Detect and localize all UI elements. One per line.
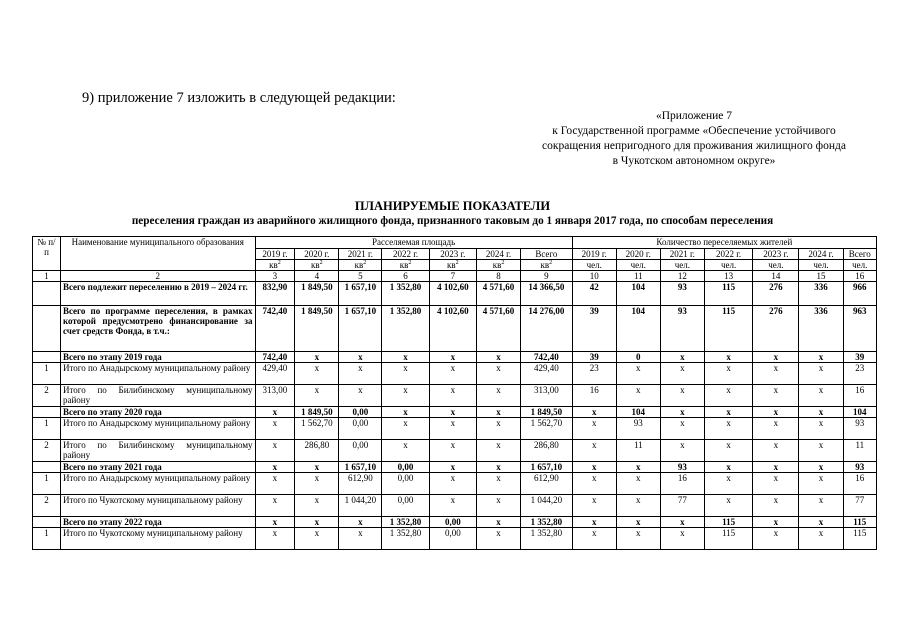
unit-superscript: 2 — [501, 260, 505, 266]
row-num — [33, 352, 61, 363]
row-value: 115 — [843, 517, 876, 528]
row-value: 77 — [843, 495, 876, 517]
row-value: x — [339, 385, 382, 407]
row-value: x — [476, 418, 520, 440]
row-value: x — [382, 418, 429, 440]
row-value: 4 102,60 — [429, 282, 476, 306]
row-name: Всего подлежит переселению в 2019 – 2024 гг. — [60, 282, 255, 306]
row-value: 1 657,10 — [339, 282, 382, 306]
appendix-line: «Приложение 7 — [655, 110, 733, 122]
row-value: x — [429, 363, 476, 385]
unit-superscript: 2 — [319, 260, 323, 266]
row-value: 104 — [843, 407, 876, 418]
header-unit-area: $кв^2$ — [476, 260, 520, 271]
row-value: 336 — [799, 306, 843, 352]
appendix-line: в Чукотском автономном округе» — [612, 155, 776, 167]
row-value: 429,40 — [521, 363, 573, 385]
header-year: 2020 г. — [295, 249, 339, 260]
row-value: x — [704, 352, 752, 363]
row-value: 0,00 — [382, 495, 429, 517]
row-value: x — [616, 363, 660, 385]
row-value: 93 — [843, 462, 876, 473]
unit-superscript: 2 — [549, 260, 553, 266]
row-value: 42 — [572, 282, 616, 306]
row-num: 2 — [33, 495, 61, 517]
row-value: x — [476, 528, 520, 550]
header-year: 2021 г. — [660, 249, 704, 260]
row-num: 1 — [33, 528, 61, 550]
row-value: x — [799, 517, 843, 528]
indicators-table — [32, 236, 877, 550]
header-people-group: Количество переселяемых жителей — [572, 237, 876, 249]
row-value: x — [660, 528, 704, 550]
row-value: x — [572, 528, 616, 550]
row-value: x — [339, 528, 382, 550]
row-value: x — [799, 363, 843, 385]
row-value: x — [753, 385, 799, 407]
row-value: 1 657,10 — [339, 462, 382, 473]
row-value: x — [616, 473, 660, 495]
unit-superscript: 2 — [363, 260, 367, 266]
table-row — [33, 306, 877, 352]
row-value: 0,00 — [382, 473, 429, 495]
table-row — [33, 352, 877, 363]
row-value: x — [660, 517, 704, 528]
header-column-numbers — [33, 271, 877, 282]
row-value: 39 — [572, 306, 616, 352]
table-row — [33, 462, 877, 473]
row-value: x — [295, 385, 339, 407]
row-value: 1 352,80 — [382, 282, 429, 306]
row-value: x — [799, 352, 843, 363]
header-unit-area: $кв^2$ — [521, 260, 573, 271]
header-unit-people: чел. — [799, 260, 843, 271]
row-value: x — [382, 363, 429, 385]
row-value: 963 — [843, 306, 876, 352]
row-value: 14 276,00 — [521, 306, 573, 352]
row-value: 16 — [843, 385, 876, 407]
column-number: 10 — [572, 271, 616, 282]
row-num — [33, 407, 61, 418]
column-number: 15 — [799, 271, 843, 282]
row-value: 612,90 — [339, 473, 382, 495]
intro-text: 9) приложение 7 изложить в следующей редакции: — [82, 90, 396, 106]
row-value: 286,80 — [521, 440, 573, 462]
row-value: x — [704, 363, 752, 385]
row-value: x — [799, 385, 843, 407]
row-value: x — [476, 473, 520, 495]
row-value: x — [255, 440, 295, 462]
row-value: x — [429, 407, 476, 418]
row-value: 313,00 — [521, 385, 573, 407]
row-value: x — [429, 440, 476, 462]
row-name: Итого по Чукотскому муниципальному району — [60, 495, 255, 517]
row-value: 16 — [572, 385, 616, 407]
row-value: 93 — [616, 418, 660, 440]
row-num: 2 — [33, 385, 61, 407]
row-value: x — [753, 528, 799, 550]
header-year: 2023 г. — [429, 249, 476, 260]
row-value: 1 044,20 — [521, 495, 573, 517]
row-value: x — [753, 473, 799, 495]
row-value: 336 — [799, 282, 843, 306]
row-value: x — [429, 418, 476, 440]
column-number: 2 — [60, 271, 255, 282]
header-year: 2020 г. — [616, 249, 660, 260]
table-subtitle: переселения граждан из аварийного жилищного фонда, признанного таковым до 1 января 2017 года, по способам переселения — [131, 215, 774, 227]
row-value: x — [295, 528, 339, 550]
row-value: 0,00 — [339, 440, 382, 462]
row-value: 0,00 — [339, 418, 382, 440]
row-value: x — [476, 462, 520, 473]
row-name: Всего по этапу 2022 года — [60, 517, 255, 528]
row-name: Итого по Анадырскому муниципальному району — [60, 418, 255, 440]
row-value: x — [339, 352, 382, 363]
row-value: 1 562,70 — [521, 418, 573, 440]
row-value: x — [339, 517, 382, 528]
row-value: 286,80 — [295, 440, 339, 462]
row-value: 742,40 — [255, 352, 295, 363]
row-value: x — [616, 385, 660, 407]
row-value: 1 849,50 — [295, 282, 339, 306]
row-value: 16 — [660, 473, 704, 495]
row-num: 1 — [33, 418, 61, 440]
row-value: 832,90 — [255, 282, 295, 306]
row-name: Итого по Билибинскому муниципальному району — [60, 385, 255, 407]
row-value: x — [255, 418, 295, 440]
table-row — [33, 282, 877, 306]
row-value: x — [660, 440, 704, 462]
row-value: 1 849,50 — [295, 407, 339, 418]
row-value: x — [255, 462, 295, 473]
unit-superscript: 2 — [277, 260, 281, 266]
header-total: Всего — [843, 249, 876, 260]
header-unit-area: $кв^2$ — [295, 260, 339, 271]
column-number: 5 — [339, 271, 382, 282]
row-name: Итого по Анадырскому муниципальному району — [60, 473, 255, 495]
row-value: 93 — [660, 306, 704, 352]
row-value: x — [295, 473, 339, 495]
row-value: 11 — [843, 440, 876, 462]
column-number: 4 — [295, 271, 339, 282]
appendix-line: к Государственной программе «Обеспечение устойчивого — [552, 125, 836, 137]
row-value: x — [753, 352, 799, 363]
row-num — [33, 306, 61, 352]
row-value: 0,00 — [382, 462, 429, 473]
row-value: x — [572, 418, 616, 440]
row-value: 23 — [843, 363, 876, 385]
row-value: x — [429, 352, 476, 363]
row-value: x — [660, 352, 704, 363]
row-value: 966 — [843, 282, 876, 306]
row-value: 1 657,10 — [521, 462, 573, 473]
header-unit-area: $кв^2$ — [382, 260, 429, 271]
row-value: 4 571,60 — [476, 282, 520, 306]
row-value: x — [572, 462, 616, 473]
row-value: x — [660, 418, 704, 440]
row-value: x — [429, 385, 476, 407]
row-value: x — [660, 407, 704, 418]
header-unit-people: чел. — [753, 260, 799, 271]
row-value: 1 562,70 — [295, 418, 339, 440]
row-value: x — [572, 407, 616, 418]
row-value: 93 — [660, 282, 704, 306]
row-value: x — [753, 363, 799, 385]
row-value: 276 — [753, 282, 799, 306]
row-value: x — [616, 495, 660, 517]
row-name: Всего по этапу 2020 года — [60, 407, 255, 418]
row-num — [33, 462, 61, 473]
row-value: x — [339, 363, 382, 385]
row-value: x — [799, 528, 843, 550]
header-unit-area: $кв^2$ — [339, 260, 382, 271]
row-value: 104 — [616, 306, 660, 352]
row-value: 77 — [660, 495, 704, 517]
row-value: x — [476, 352, 520, 363]
row-value: x — [753, 517, 799, 528]
row-value: x — [295, 495, 339, 517]
header-year: 2024 г. — [799, 249, 843, 260]
row-value: x — [429, 495, 476, 517]
table-row — [33, 528, 877, 550]
row-num: 2 — [33, 440, 61, 462]
row-value: x — [429, 462, 476, 473]
table-title: ПЛАНИРУЕМЫЕ ПОКАЗАТЕЛИ — [354, 199, 551, 213]
row-value: x — [753, 440, 799, 462]
row-value: 23 — [572, 363, 616, 385]
row-value: x — [255, 528, 295, 550]
row-name: Всего по этапу 2019 года — [60, 352, 255, 363]
table-row — [33, 418, 877, 440]
row-value: x — [704, 462, 752, 473]
row-value: 11 — [616, 440, 660, 462]
row-value: x — [799, 440, 843, 462]
row-value: 0,00 — [429, 517, 476, 528]
row-value: 1 657,10 — [339, 306, 382, 352]
row-value: 1 352,80 — [521, 528, 573, 550]
column-number: 11 — [616, 271, 660, 282]
row-value: x — [382, 407, 429, 418]
row-value: x — [704, 418, 752, 440]
header-area-group: Расселяемая площадь — [255, 237, 572, 249]
column-number: 7 — [429, 271, 476, 282]
unit-superscript: 2 — [455, 260, 459, 266]
row-value: 1 352,80 — [382, 517, 429, 528]
appendix-block — [505, 109, 883, 169]
header-total: Всего — [521, 249, 573, 260]
header-year: 2022 г. — [704, 249, 752, 260]
row-value: x — [660, 363, 704, 385]
row-value: 742,40 — [255, 306, 295, 352]
row-value: 39 — [843, 352, 876, 363]
row-value: x — [753, 495, 799, 517]
row-value: x — [799, 407, 843, 418]
header-year: 2019 г. — [255, 249, 295, 260]
table-row — [33, 363, 877, 385]
row-value: x — [753, 462, 799, 473]
header-year: 2021 г. — [339, 249, 382, 260]
row-value: x — [799, 462, 843, 473]
column-number: 13 — [704, 271, 752, 282]
row-value: 0,00 — [339, 407, 382, 418]
row-value: x — [295, 462, 339, 473]
row-value: 115 — [843, 528, 876, 550]
row-value: 14 366,50 — [521, 282, 573, 306]
row-value: x — [476, 517, 520, 528]
row-name: Всего по программе переселения, в рамках которой предусмотрено финансирование за счет средств Фонда, в т.ч.: — [60, 306, 255, 352]
row-value: x — [255, 407, 295, 418]
row-value: 0,00 — [429, 528, 476, 550]
row-value: x — [616, 462, 660, 473]
row-value: 115 — [704, 306, 752, 352]
row-value: 104 — [616, 407, 660, 418]
row-value: x — [476, 407, 520, 418]
row-value: x — [476, 440, 520, 462]
row-name: Всего по этапу 2021 года — [60, 462, 255, 473]
header-unit-people: чел. — [843, 260, 876, 271]
column-number: 1 — [33, 271, 61, 282]
row-value: 1 044,20 — [339, 495, 382, 517]
row-value: x — [799, 473, 843, 495]
row-value: x — [753, 407, 799, 418]
row-num: 1 — [33, 473, 61, 495]
row-value: 104 — [616, 282, 660, 306]
header-unit-people: чел. — [704, 260, 752, 271]
header-unit-area: $кв^2$ — [429, 260, 476, 271]
table-row — [33, 385, 877, 407]
row-value: 16 — [843, 473, 876, 495]
row-value: x — [660, 385, 704, 407]
row-value: x — [295, 363, 339, 385]
row-value: 1 352,80 — [382, 306, 429, 352]
row-value: x — [799, 418, 843, 440]
row-value: 313,00 — [255, 385, 295, 407]
row-value: x — [382, 385, 429, 407]
column-number: 16 — [843, 271, 876, 282]
row-value: 1 352,80 — [382, 528, 429, 550]
table-row — [33, 517, 877, 528]
row-value: x — [295, 517, 339, 528]
row-value: x — [255, 517, 295, 528]
header-year: 2023 г. — [753, 249, 799, 260]
column-number: 12 — [660, 271, 704, 282]
row-value: x — [255, 495, 295, 517]
row-value: x — [382, 440, 429, 462]
row-value: x — [255, 473, 295, 495]
row-value: x — [295, 352, 339, 363]
row-value: x — [616, 528, 660, 550]
row-value: x — [382, 352, 429, 363]
row-name: Итого по Билибинскому муниципальному району — [60, 440, 255, 462]
row-value: x — [704, 440, 752, 462]
row-num — [33, 517, 61, 528]
header-unit-area: $кв^2$ — [255, 260, 295, 271]
row-value: x — [476, 363, 520, 385]
row-value: x — [429, 473, 476, 495]
row-value: x — [704, 407, 752, 418]
row-value: x — [704, 473, 752, 495]
row-name: Итого по Анадырскому муниципальному району — [60, 363, 255, 385]
row-value: 93 — [843, 418, 876, 440]
unit-superscript: 2 — [408, 260, 412, 266]
header-year: 2022 г. — [382, 249, 429, 260]
row-name: Итого по Чукотскому муниципальному району — [60, 528, 255, 550]
table-row — [33, 473, 877, 495]
row-value: 429,40 — [255, 363, 295, 385]
row-value: 4 571,60 — [476, 306, 520, 352]
row-value: x — [476, 385, 520, 407]
row-value: 0 — [616, 352, 660, 363]
row-value: 1 352,80 — [521, 517, 573, 528]
row-value: x — [799, 495, 843, 517]
table-row — [33, 407, 877, 418]
row-value: x — [753, 418, 799, 440]
row-value: 115 — [704, 528, 752, 550]
row-value: 276 — [753, 306, 799, 352]
header-unit-people: чел. — [572, 260, 616, 271]
row-value: 115 — [704, 517, 752, 528]
header-year: 2024 г. — [476, 249, 520, 260]
row-value: 39 — [572, 352, 616, 363]
header-unit-people: чел. — [616, 260, 660, 271]
row-value: x — [572, 495, 616, 517]
row-value: x — [572, 473, 616, 495]
row-value: x — [704, 385, 752, 407]
header-num: № п/п — [33, 237, 61, 271]
column-number: 8 — [476, 271, 520, 282]
column-number: 3 — [255, 271, 295, 282]
row-value: 115 — [704, 282, 752, 306]
row-value: x — [572, 440, 616, 462]
row-value: 742,40 — [521, 352, 573, 363]
row-value: 4 102,60 — [429, 306, 476, 352]
column-number: 14 — [753, 271, 799, 282]
table-body — [33, 282, 877, 550]
table-row — [33, 440, 877, 462]
header-unit-people: чел. — [660, 260, 704, 271]
row-value: x — [704, 495, 752, 517]
row-num — [33, 282, 61, 306]
header-name: Наименование муниципального образования — [60, 237, 255, 271]
row-value: x — [616, 517, 660, 528]
row-value: 93 — [660, 462, 704, 473]
row-value: x — [476, 495, 520, 517]
row-value: x — [572, 517, 616, 528]
appendix-line: сокращения непригодного для проживания жилищного фонда — [542, 140, 846, 152]
row-value: 1 849,50 — [521, 407, 573, 418]
table-row — [33, 495, 877, 517]
header-year: 2019 г. — [572, 249, 616, 260]
row-value: 612,90 — [521, 473, 573, 495]
column-number: 6 — [382, 271, 429, 282]
row-num: 1 — [33, 363, 61, 385]
row-value: 1 849,50 — [295, 306, 339, 352]
column-number: 9 — [521, 271, 573, 282]
